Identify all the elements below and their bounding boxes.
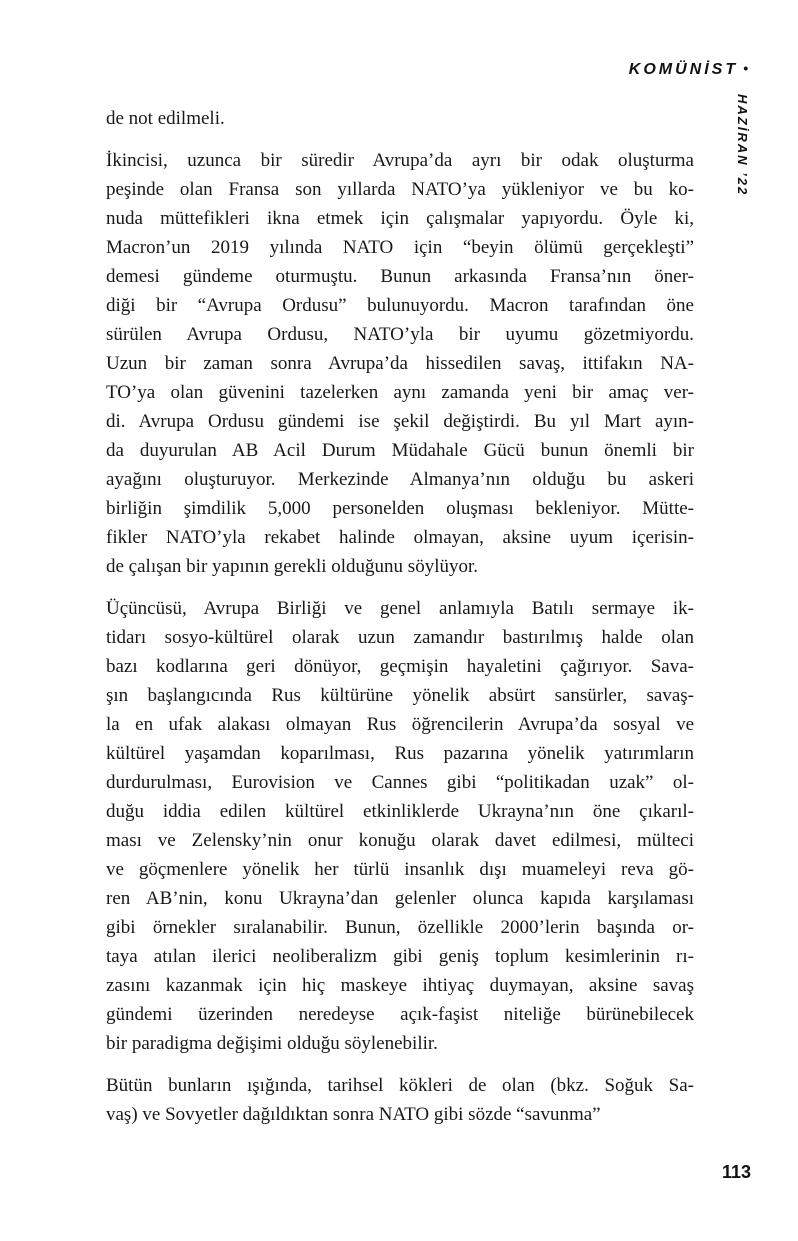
- text-line: durdurulması, Eurovision ve Cannes gibi “politikadan uzak” ol-: [106, 772, 694, 793]
- text-line: TO’ya olan güvenini tazelerken aynı zamanda yeni bir amaç ver-: [106, 382, 694, 403]
- paragraph: [106, 146, 694, 581]
- text-line: nuda müttefikleri ikna etmek için çalışmalar yapıyordu. Öyle ki,: [106, 208, 694, 229]
- text-line: de not edilmeli.: [106, 108, 225, 129]
- text-line: bir paradigma değişimi olduğu söylenebilir.: [106, 1033, 438, 1054]
- text-line: taya atılan ilerici neoliberalizm gibi geniş toplum kesimlerinin rı-: [106, 946, 694, 967]
- paragraph: [106, 1071, 694, 1129]
- text-line: Uzun bir zaman sonra Avrupa’da hissedilen savaş, ittifakın NA-: [106, 353, 694, 374]
- text-line: sürülen Avrupa Ordusu, NATO’yla bir uyumu gözetmiyordu.: [106, 324, 694, 345]
- text-line: Macron’un 2019 yılında NATO için “beyin ölümü gerçekleşti”: [106, 237, 694, 258]
- text-line: Bütün bunların ışığında, tarihsel kökleri de olan (bkz. Soğuk Sa-: [106, 1075, 694, 1096]
- paragraph: [106, 594, 694, 1058]
- text-line: peşinde olan Fransa son yıllarda NATO’ya yükleniyor ve bu ko-: [106, 179, 694, 200]
- text-line: İkincisi, uzunca bir süredir Avrupa’da ayrı bir odak oluşturma: [106, 150, 694, 171]
- text-line: demesi gündeme oturmuştu. Bunun arkasında Fransa’nın öner-: [106, 266, 694, 287]
- text-line: zasını kazanmak için hiç maskeye ihtiyaç duymayan, aksine savaş: [106, 975, 694, 996]
- text-line: şın başlangıcında Rus kültürüne yönelik absürt sansürler, savaş-: [106, 685, 694, 706]
- page-number: 113: [721, 1162, 751, 1182]
- journal-title: KOMÜNİST: [628, 61, 739, 78]
- paragraph: [106, 104, 694, 133]
- text-line: ren AB’nin, konu Ukrayna’dan gelenler olunca kapıda karşılaması: [106, 888, 694, 909]
- text-line: Üçüncüsü, Avrupa Birliği ve genel anlamıyla Batılı sermaye ik-: [106, 598, 694, 619]
- bullet-icon: •: [743, 60, 748, 76]
- text-line: diği bir “Avrupa Ordusu” bulunuyordu. Macron tarafından öne: [106, 295, 694, 316]
- text-line: de çalışan bir yapının gerekli olduğunu söylüyor.: [106, 556, 479, 577]
- text-line: duğu iddia edilen kültürel etkinliklerde Ukrayna’nın öne çıkarıl-: [106, 801, 694, 822]
- text-line: birliğin şimdilik 5,000 personelden oluşması bekleniyor. Mütte-: [106, 498, 694, 519]
- text-line: ve göçmenlere yönelik her türlü insanlık dışı muameleyi reva gö-: [106, 859, 694, 880]
- body-text: [106, 104, 694, 1142]
- text-line: tidarı sosyo-kültürel olarak uzun zamandır bastırılmış halde olan: [106, 627, 694, 648]
- text-line: gibi örnekler sıralanabilir. Bunun, özellikle 2000’lerin başında or-: [106, 917, 694, 938]
- text-line: bazı kodlarına geri dönüyor, geçmişin hayaletini çağırıyor. Sava-: [106, 656, 694, 677]
- text-line: ayağını oluşturuyor. Merkezinde Almanya’nın olduğu bu askeri: [106, 469, 694, 490]
- text-line: fikler NATO’yla rekabet halinde olmayan, aksine uyum içerisin-: [106, 527, 694, 548]
- text-line: ması ve Zelensky’nin onur konuğu olarak davet edilmesi, mülteci: [106, 830, 694, 851]
- text-line: la en ufak alakası olmayan Rus öğrencilerin Avrupa’da sosyal ve: [106, 714, 694, 735]
- text-line: vaş) ve Sovyetler dağıldıktan sonra NATO gibi sözde “savunma”: [106, 1104, 601, 1125]
- page-header: [629, 60, 748, 79]
- text-line: gündemi üzerinden neredeyse açık-faşist niteliğe bürünebilecek: [106, 1004, 694, 1025]
- text-line: da duyurulan AB Acil Durum Müdahale Gücü bunun önemli bir: [106, 440, 694, 461]
- text-line: di. Avrupa Ordusu gündemi ise şekil değiştirdi. Bu yıl Mart ayın-: [106, 411, 694, 432]
- issue-label: HAZİRAN ’22: [735, 94, 750, 197]
- text-line: kültürel yaşamdan koparılması, Rus pazarına yönelik yatırımların: [106, 743, 694, 764]
